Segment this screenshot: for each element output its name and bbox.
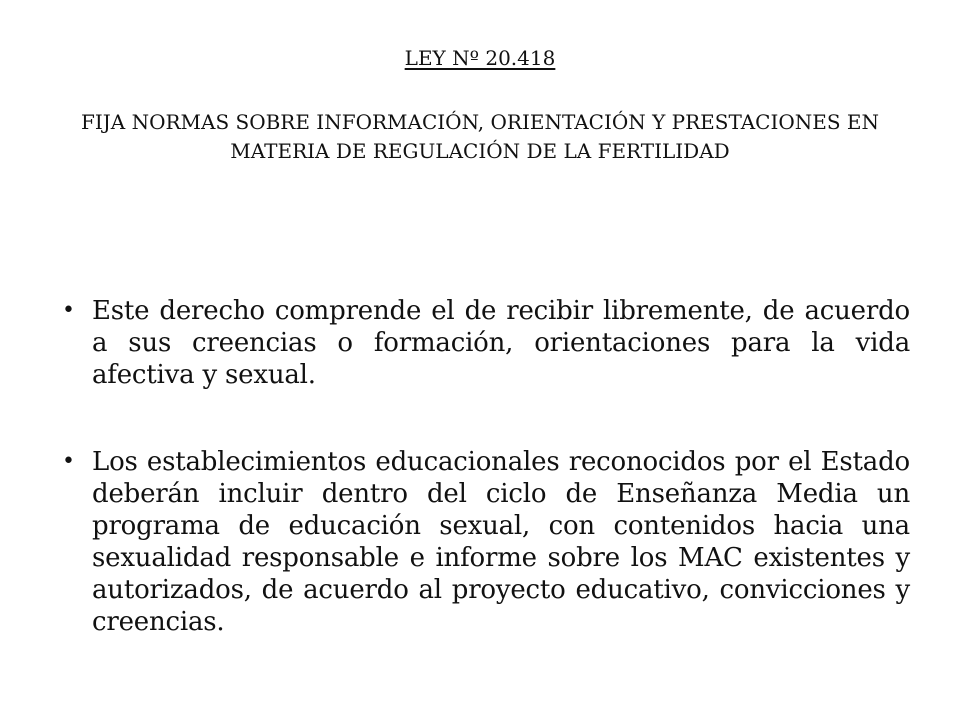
law-number-title: LEY Nº 20.418 (404, 46, 556, 70)
bullet-item-1 (62, 295, 910, 391)
bullet-text-1: Este derecho comprende el de recibir libremente, de acuerdo a sus creencias o formación, orientaciones para la vida afectiva y sexual. (92, 296, 910, 390)
law-subtitle: FIJA NORMAS SOBRE INFORMACIÓN, ORIENTACIÓN Y PRESTACIONES EN MATERIA DE REGULACIÓN DE LA FERTILIDAD (80, 110, 880, 163)
bullet-icon: • (62, 449, 75, 474)
bullet-list (62, 295, 910, 638)
bullet-text-2: Los establecimientos educacionales reconocidos por el Estado deberán incluir dentro del ciclo de Enseñanza Media un programa de educación sexual, con contenidos hacia una sexualidad responsable e informe sobre los MAC existentes y autorizados, de acuerdo al proyecto educativo, convicciones y creencias. (92, 447, 910, 637)
bullet-icon: • (62, 298, 75, 323)
bullet-item-2 (62, 446, 910, 638)
